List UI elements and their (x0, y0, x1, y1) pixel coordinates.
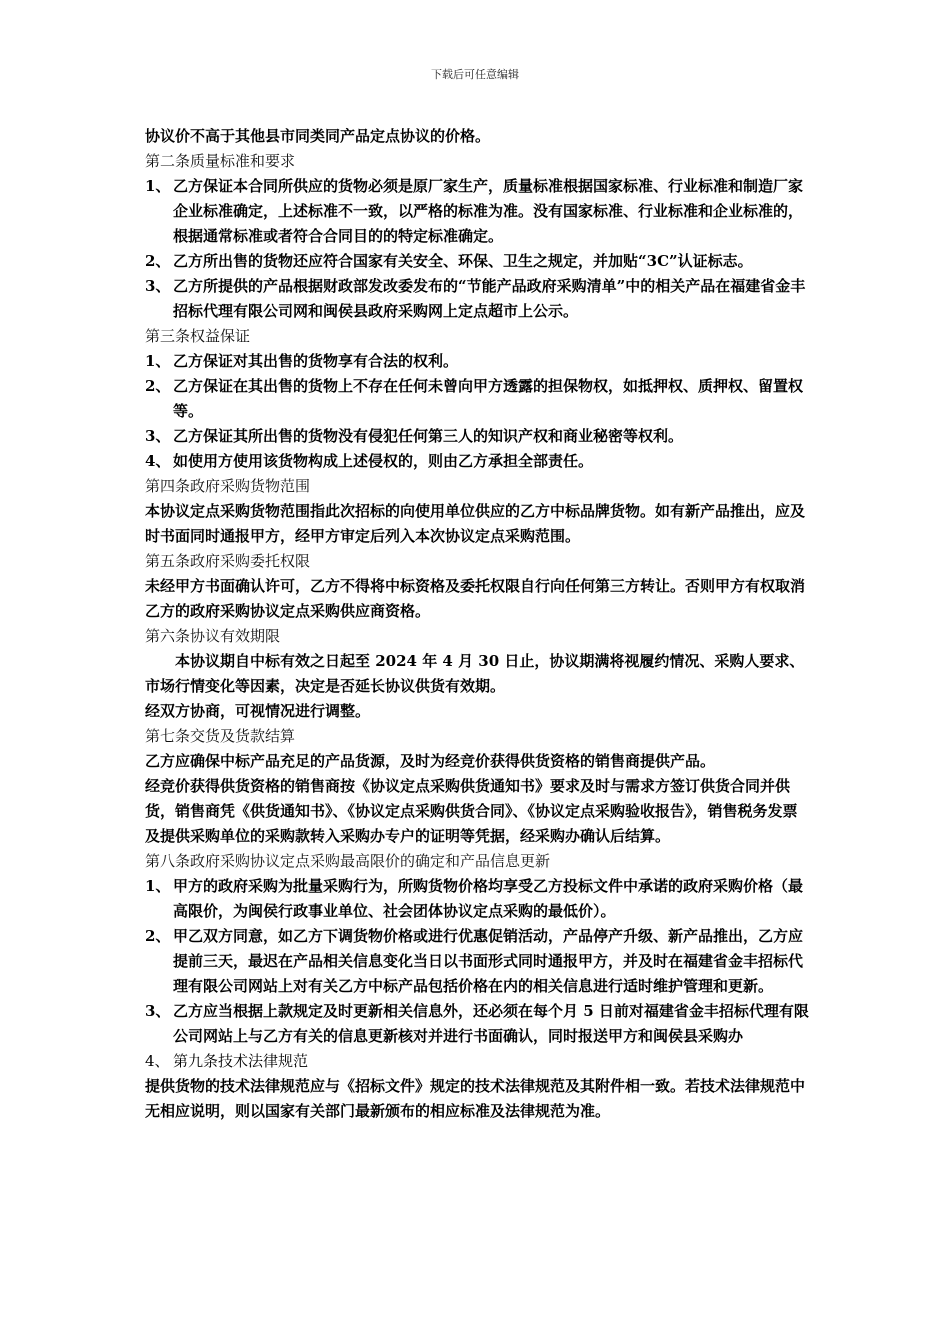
list-item (145, 249, 810, 274)
list-text: 甲方的政府采购为批量采购行为，所购货物价格均享受乙方投标文件中承诺的政府采购价格（最高限价，为闽侯行政事业单位、社会团体协议定点采购的最低价）。 (173, 877, 804, 920)
section-7-title: 第七条交货及货款结算 (145, 727, 296, 745)
section-9-title-text: 第九条技术法律规范 (173, 1052, 309, 1070)
list-number: 3、 (145, 277, 171, 295)
intro-paragraph: 协议价不高于其他县市同类同产品定点协议的价格。 (145, 127, 491, 145)
section-3-title: 第三条权益保证 (145, 327, 251, 345)
page-header: 下载后可任意编辑 (431, 68, 519, 81)
list-item (145, 274, 810, 324)
section-7-paragraph-2: 经竞价获得供货资格的销售商按《协议定点采购供货通知书》要求及时与需求方签订供货合同并供货，销售商凭《供货通知书》、《协议定点采购供货合同》、《协议定点采购验收报告》，销售税务发票及提供采购单位的采购款转入采购办专户的证明等凭据，经采购办确认后结算。 (145, 777, 798, 845)
section-9-paragraph: 提供货物的技术法律规范应与《招标文件》规定的技术法律规范及其附件相一致。若技术法律规范中无相应说明，则以国家有关部门最新颁布的相应标准及法律规范为准。 (145, 1077, 806, 1120)
list-item (145, 874, 810, 924)
list-number: 4、 (145, 1052, 170, 1070)
section-8-title: 第八条政府采购协议定点采购最高限价的确定和产品信息更新 (145, 852, 551, 870)
list-number: 2、 (145, 377, 171, 395)
section-2-title: 第二条质量标准和要求 (145, 152, 296, 170)
document-body (145, 124, 810, 1124)
list-text: 乙方保证其所出售的货物没有侵犯任何第三人的知识产权和商业秘密等权利。 (173, 427, 684, 445)
section-5-title: 第五条政府采购委托权限 (145, 552, 311, 570)
list-text: 乙方保证在其出售的货物上不存在任何未曾向甲方透露的担保物权，如抵押权、质押权、留置权等。 (173, 377, 804, 420)
list-number: 3、 (145, 427, 171, 445)
list-text: 乙方保证本合同所供应的货物必须是原厂家生产，质量标准根据国家标准、行业标准和制造厂家企业标准确定，上述标准不一致，以严格的标准为准。没有国家标准、行业标准和企业标准的，根据通常标准或者符合合同目的的特定标准确定。 (173, 177, 804, 245)
list-number: 1、 (145, 877, 171, 895)
section-7-paragraph: 乙方应确保中标产品充足的产品货源，及时为经竞价获得供货资格的销售商提供产品。 (145, 752, 716, 770)
list-item (145, 174, 810, 249)
section-6-paragraph-2: 经双方协商，可视情况进行调整。 (145, 702, 371, 720)
section-6-title: 第六条协议有效期限 (145, 627, 281, 645)
list-number: 3、 (145, 1002, 171, 1020)
section-6-paragraph: 本协议期自中标有效之日起至 2024 年 4 月 30 日止，协议期满将视履约情况、采购人要求、市场行情变化等因素，决定是否延长协议供货有效期。 (145, 652, 805, 695)
list-item (145, 424, 810, 449)
section-5-paragraph: 未经甲方书面确认许可，乙方不得将中标资格及委托权限自行向任何第三方转让。否则甲方有权取消乙方的政府采购协议定点采购供应商资格。 (145, 577, 806, 620)
list-text: 乙方应当根据上款规定及时更新相关信息外，还必须在每个月 5 日前对福建省金丰招标代理有限公司网站上与乙方有关的信息更新核对并进行书面确认，同时报送甲方和闽侯县采购办 (173, 1002, 809, 1045)
list-number: 1、 (145, 352, 171, 370)
list-item (145, 349, 810, 374)
list-number: 2、 (145, 252, 171, 270)
list-text: 乙方所出售的货物还应符合国家有关安全、环保、卫生之规定，并加贴“3C”认证标志。 (173, 252, 753, 270)
list-item (145, 449, 810, 474)
list-text: 乙方所提供的产品根据财政部发改委发布的“节能产品政府采购清单”中的相关产品在福建省金丰招标代理有限公司网和闽侯县政府采购网上定点超市上公示。 (173, 277, 806, 320)
list-item (145, 999, 810, 1049)
section-4-paragraph: 本协议定点采购货物范围指此次招标的向使用单位供应的乙方中标品牌货物。如有新产品推出，应及时书面同时通报甲方，经甲方审定后列入本次协议定点采购范围。 (145, 502, 806, 545)
list-text: 乙方保证对其出售的货物享有合法的权利。 (173, 352, 459, 370)
list-text: 甲乙双方同意，如乙方下调货物价格或进行优惠促销活动，产品停产升级、新产品推出，乙方应提前三天，最迟在产品相关信息变化当日以书面形式同时通报甲方，并及时在福建省金丰招标代理有限公司网站上对有关乙方中标产品包括价格在内的相关信息进行适时维护管理和更新。 (173, 927, 804, 995)
list-number: 2、 (145, 927, 171, 945)
list-number: 1、 (145, 177, 171, 195)
list-text: 如使用方使用该货物构成上述侵权的，则由乙方承担全部责任。 (173, 452, 594, 470)
list-number: 4、 (145, 452, 171, 470)
section-4-title: 第四条政府采购货物范围 (145, 477, 311, 495)
list-item (145, 374, 810, 424)
list-item (145, 924, 810, 999)
section-9-title (145, 1049, 810, 1074)
